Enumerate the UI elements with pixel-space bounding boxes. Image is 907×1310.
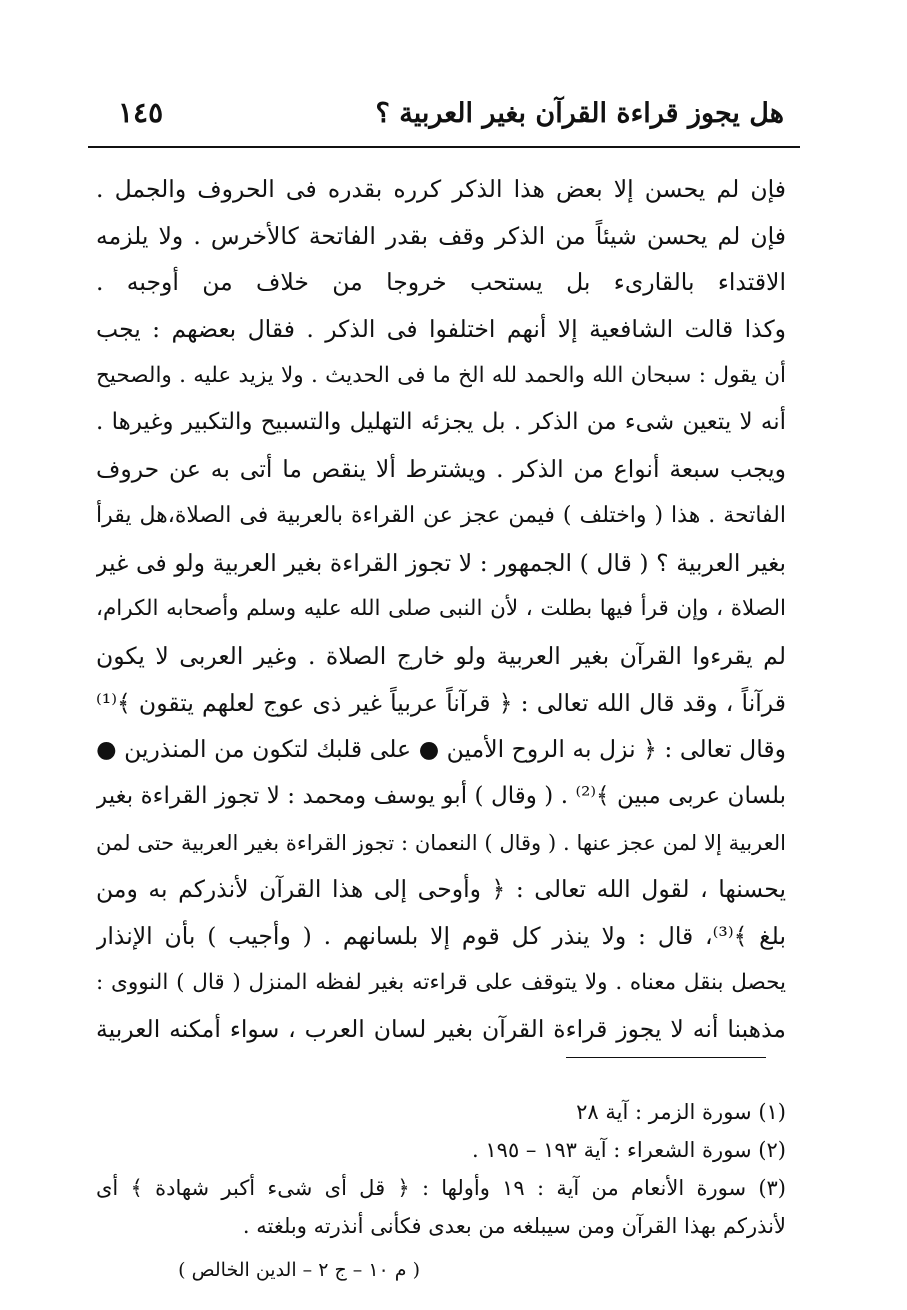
running-title: هل يجوز قراءة القرآن بغير العربية ؟ — [375, 98, 784, 129]
footnote-2: (٢) سورة الشعراء : آية ١٩٣ – ١٩٥ . — [472, 1138, 786, 1162]
text-line: مذهبنا أنه لا يجوز قراءة القرآن بغير لسان العرب ، سواء أمكنه العربية — [96, 1015, 786, 1044]
body-text — [96, 166, 786, 1053]
page-number: ١٤٥ — [118, 96, 164, 129]
text-line: وكذا قالت الشافعية إلا أنهم اختلفوا فى الذكر . فقال بعضهم : يجب — [96, 315, 786, 344]
text-line: أنه لا يتعين شىء من الذكر . بل يجزئه التهليل والتسبيح والتكبير وغيرها . — [96, 409, 786, 436]
text-line: ويجب سبعة أنواع من الذكر . ويشترط ألا ينقص ما أتى به عن حروف — [96, 455, 786, 484]
text-line: العربية إلا لمن عجز عنها . ( وقال ) النعمان : تجوز القراءة بغير العربية حتى لمن — [96, 830, 786, 855]
footnote-separator — [566, 1057, 766, 1058]
text-line: أن يقول : سبحان الله والحمد لله الخ ما فى الحديث . ولا يزيد عليه . والصحيح — [96, 362, 786, 388]
footnote-1: (١) سورة الزمر : آية ٢٨ — [576, 1100, 786, 1124]
text-line: قرآناً ، وقد قال الله تعالى : ﴿ قرآناً عربياً غير ذى عوج لعلهم يتقون ﴾⁽¹⁾ — [96, 688, 786, 717]
printer-signature: ( م ١٠ – ج ٢ – الدين الخالص ) — [178, 1259, 420, 1281]
text-line: بغير العربية ؟ ( قال ) الجمهور : لا تجوز القراءة بغير العربية ولو فى غير — [96, 548, 786, 577]
footnote-3-line-2: لأنذركم بهذا القرآن ومن سيبلغه من بعدى فكأنى أنذرته وبلغته . — [242, 1214, 786, 1238]
text-line: فإن لم يحسن إلا بعض هذا الذكر كرره بقدره فى الحروف والجمل . — [96, 175, 786, 203]
text-line: فإن لم يحسن شيئاً من الذكر وقف بقدر الفاتحة كالأخرس . ولا يلزمه — [96, 221, 786, 250]
text-line: بلسان عربى مبين ﴾⁽²⁾ . ( وقال ) أبو يوسف ومحمد : لا تجوز القراءة بغير — [96, 782, 786, 809]
text-line: لم يقرءوا القرآن بغير العربية ولو خارج الصلاة . وغير العربى لا يكون — [96, 641, 786, 670]
text-line: الفاتحة . هذا ( واختلف ) فيمن عجز عن القراءة بالعربية فى الصلاة،هل يقرأ — [96, 502, 786, 528]
running-header — [88, 92, 798, 142]
footnote-3-line-1: (٣) سورة الأنعام من آية : ١٩ وأولها : ﴿ قل أى شىء أكبر شهادة ﴾ أى — [96, 1176, 786, 1200]
text-line: يحصل بنقل معناه . ولا يتوقف على قراءته بغير لفظه المنزل ( قال ) النووى : — [96, 969, 786, 995]
header-rule — [88, 146, 800, 148]
text-line: وقال تعالى : ﴿ نزل به الروح الأمين ● على قلبك لتكون من المنذرين ● — [96, 735, 786, 764]
text-line: بلغ ﴾⁽³⁾، قال : ولا ينذر كل قوم إلا بلسانهم . ( وأجيب ) بأن الإنذار — [96, 922, 786, 950]
text-line: الصلاة ، وإن قرأ فيها بطلت ، لأن النبى صلى الله عليه وسلم وأصحابه الكرام، — [96, 596, 786, 622]
footnotes — [96, 1093, 786, 1245]
text-line: الاقتداء بالقارىء بل يستحب خروجا من خلاف من أوجبه . — [96, 268, 786, 297]
text-line: يحسنها ، لقول الله تعالى : ﴿ وأوحى إلى هذا القرآن لأنذركم به ومن — [96, 875, 786, 904]
